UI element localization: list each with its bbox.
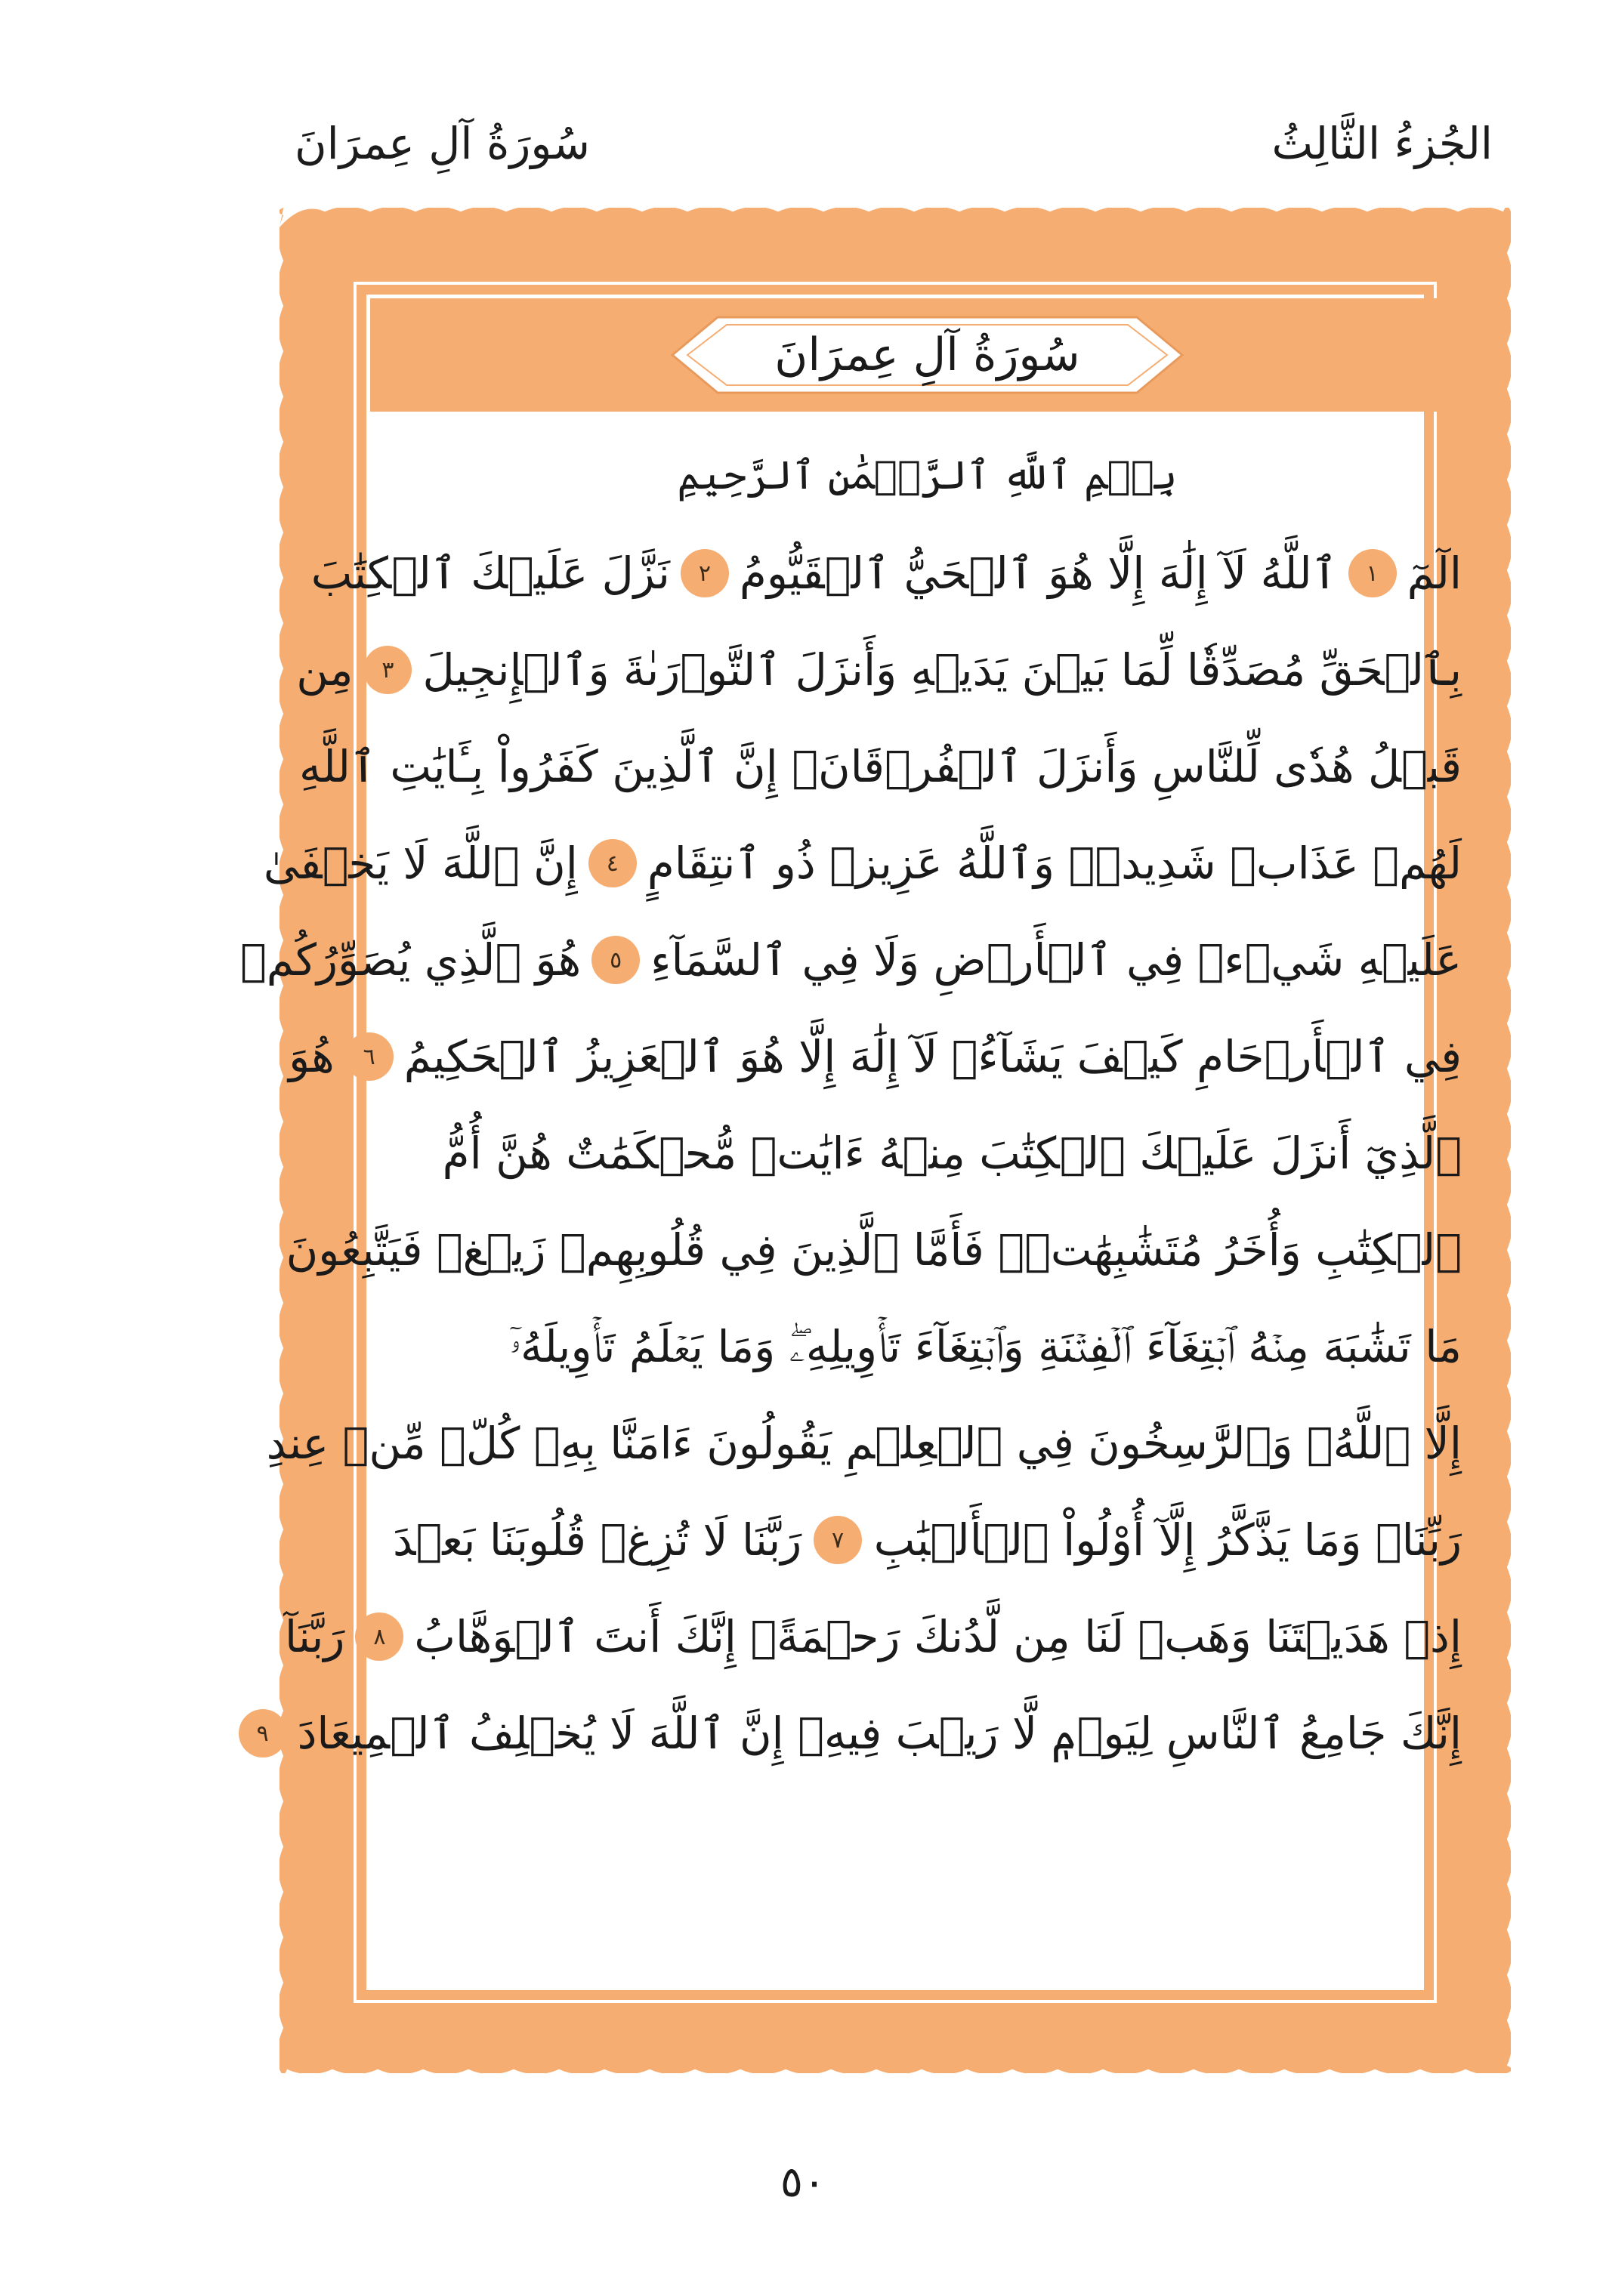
verse-line [393, 1105, 1462, 1202]
verse-text: إِنَّكَ جَامِعُ ٱلنَّاسِ لِيَوۡمٖ لَّا رَيۡبَ فِيهِۚ إِنَّ ٱللَّهَ لَا يُخۡلِفُ ٱلۡمِيعَادَ [297, 1708, 1462, 1759]
verse-text: ٱللَّهُ لَآ إِلَٰهَ إِلَّا هُوَ ٱلۡحَيُّ ٱلۡقَيُّومُ [739, 548, 1338, 599]
verse-line [298, 718, 1462, 815]
verse-line [296, 622, 1462, 718]
verse-text: رَبَّنَا لَا تُزِغۡ قُلُوبَنَا بَعۡدَ [393, 1514, 802, 1566]
ayah-number-marker: ١ [1348, 549, 1397, 597]
ayah-number-marker: ٤ [588, 839, 637, 887]
verse-text: هُوَ [289, 1031, 335, 1082]
surah-title: سُورَةُ آلِ عِمرَانَ [774, 329, 1080, 381]
verse-line [393, 1298, 1462, 1395]
verse-line [285, 1588, 1462, 1685]
verse-text: مِن [296, 644, 354, 696]
verse-text: رَبِّنَاۗ وَمَا يَذَّكَّرُ إِلَّآ أُوْلُواْ ٱلۡأَلۡبَٰبِ [873, 1514, 1462, 1566]
verse-text: ٱلۡكِتَٰبِ وَأُخَرُ مُتَشَٰبِهَٰتٞۖ فَأَمَّا ٱلَّذِينَ فِي قُلُوبِهِمۡ زَيۡغٞ فَيَتَّبِعُونَ [286, 1224, 1462, 1276]
ayah-number-marker: ٩ [239, 1709, 287, 1757]
ayah-number-marker: ٧ [814, 1516, 862, 1564]
basmala: بِسۡمِ ٱللَّهِ ٱلرَّحۡمَٰنِ ٱلرَّحِيمِ [677, 453, 1178, 498]
verse-text: قَبۡلُ هُدٗى لِّلنَّاسِ وَأَنزَلَ ٱلۡفُرۡقَانَۗ إِنَّ ٱلَّذِينَ كَفَرُواْ بِـَٔايَٰتِ ٱللَّهِ [298, 741, 1462, 792]
verse-text: بِٱلۡحَقِّ مُصَدِّقٗا لِّمَا بَيۡنَ يَدَيۡهِ وَأَنزَلَ ٱلتَّوۡرَىٰةَ وَٱلۡإِنجِيلَ [422, 644, 1462, 696]
verse-text: الٓمٓ [1407, 548, 1462, 599]
juz-header: الجُزءُ الثَّالِثُ [1271, 118, 1493, 169]
verse-text: هُوَ ٱلَّذِي يُصَوِّرُكُمۡ [240, 934, 582, 986]
verse-text: ٱلَّذِيٓ أَنزَلَ عَلَيۡكَ ٱلۡكِتَٰبَ مِنۡهُ ءَايَٰتٞ مُّحۡكَمَٰتٌ هُنَّ أُمُّ [442, 1128, 1462, 1179]
text-panel [240, 298, 1484, 2066]
verse-line [289, 1008, 1462, 1105]
verse-text: نَزَّلَ عَلَيۡكَ ٱلۡكِتَٰبَ [310, 548, 670, 599]
verse-line [393, 1492, 1462, 1588]
verse-text: مَا تَشَٰبَهَ مِنۡهُ ٱبۡتِغَآءَ ٱلۡفِتۡنَةِ وَٱبۡتِغَآءَ تَأۡوِيلِهِۦۖ وَمَا يَعۡلَمُ تَأۡوِيلَهُۥٓ [509, 1320, 1462, 1372]
ayah-number-marker: ٦ [345, 1032, 394, 1081]
verse-text: عَلَيۡهِ شَيۡءٞ فِي ٱلۡأَرۡضِ وَلَا فِي ٱلسَّمَآءِ [650, 934, 1462, 986]
verse-line [310, 525, 1462, 622]
verse-line [263, 815, 1462, 912]
verse-line [256, 1685, 1462, 1782]
verse-line [240, 912, 1462, 1008]
verse-text: فِي ٱلۡأَرۡحَامِ كَيۡفَ يَشَآءُۚ لَآ إِلَٰهَ إِلَّا هُوَ ٱلۡعَزِيزُ ٱلۡحَكِيمُ [403, 1031, 1462, 1082]
verse-lines [240, 525, 1462, 1782]
ayah-number-marker: ٥ [591, 936, 640, 984]
verse-text: إِنَّ ٱللَّهَ لَا يَخۡفَىٰ [263, 838, 578, 889]
ayah-number-marker: ٣ [363, 646, 412, 694]
ayah-number-marker: ٢ [681, 549, 729, 597]
verse-line [286, 1202, 1462, 1298]
verse-text: لَهُمۡ عَذَابٞ شَدِيدٞۗ وَٱللَّهُ عَزِيزٞ ذُو ٱنتِقَامٍ [647, 838, 1462, 889]
verse-text: إِلَّا ٱللَّهُۗ وَٱلرَّٰسِخُونَ فِي ٱلۡعِلۡمِ يَقُولُونَ ءَامَنَّا بِهِۦ كُلّٞ مِّنۡ عِندِ [266, 1418, 1462, 1469]
verse-text: إِذۡ هَدَيۡتَنَا وَهَبۡ لَنَا مِن لَّدُنكَ رَحۡمَةًۚ إِنَّكَ أَنتَ ٱلۡوَهَّابُ [414, 1611, 1462, 1662]
verse-line [266, 1395, 1462, 1492]
surah-title-band [370, 298, 1484, 412]
surah-header: سُورَةُ آلِ عِمرَانَ [295, 118, 590, 169]
page-number: ٥٠ [780, 2158, 826, 2207]
verse-text: رَبَّنَآ [285, 1611, 345, 1662]
ayah-number-marker: ٨ [355, 1612, 403, 1661]
